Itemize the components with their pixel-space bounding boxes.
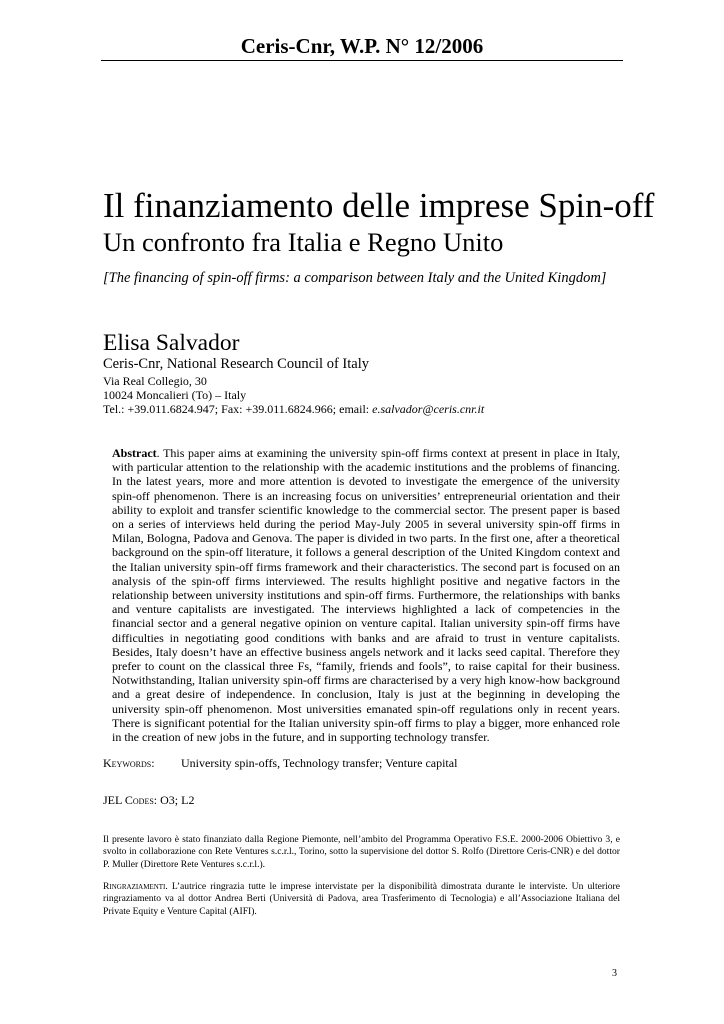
funding-note: Il presente lavoro è stato finanziato dalla Regione Piemonte, nell’ambito del Programma Operativo F.S.E. 2000-2006 Obiettivo 3, e svolto in collaborazione con Rete Ventures s.c.r.l., Torino, sotto la supervisione del dottor S. Rolfo (Direttore Ceris-CNR) e del dottor P. Muller (Direttore Rete Ventures s.c.r.l.).: [103, 834, 620, 870]
acknowledgements-text: L’autrice ringrazia tutte le imprese intervistate per la disponibilità dimostrata durante le interviste. Un ulteriore ringraziamento va al dottor Andrea Berti (Università di Padova, area Trasferimento di Tecnologia) e all’Associazione Italiana del Private Equity e Venture Capital (AIFI).: [103, 881, 620, 917]
address-street: Via Real Collegio, 30: [103, 374, 207, 388]
keywords-text: University spin-offs, Technology transfer; Venture capital: [181, 756, 458, 770]
acknowledgements: [103, 881, 620, 918]
keywords-label: Keywords:: [103, 756, 155, 770]
jel-text: O3; L2: [157, 793, 195, 807]
page-number: 3: [612, 968, 617, 979]
contact-phone-fax: Tel.: +39.011.6824.947; Fax: +39.011.6824.966; email:: [103, 402, 373, 416]
email-link[interactable]: e.salvador@ceris.cnr.it: [372, 402, 485, 416]
acknowledgements-label: Ringraziamenti.: [103, 881, 168, 892]
paper-subtitle: Un confronto fra Italia e Regno Unito: [103, 227, 504, 257]
address-city: 10024 Moncalieri (To) – Italy: [103, 388, 247, 402]
author-affiliation: Ceris-Cnr, National Research Council of Italy: [103, 356, 369, 372]
working-paper-header: Ceris-Cnr, W.P. N° 12/2006: [240, 34, 484, 58]
contact-line: [103, 402, 484, 417]
keywords: [103, 756, 457, 771]
abstract-label: Abstract: [112, 446, 157, 460]
paper-title: Il finanziamento delle imprese Spin-off: [103, 186, 655, 225]
abstract: [112, 446, 620, 744]
jel-label: JEL Codes:: [103, 793, 158, 807]
abstract-text: . This paper aims at examining the university spin-off firms context at present in place in Italy, with particular attention to the relationship with the academic institutions and the problems of financing. In the latest years, more and more attention is devoted to investigate the emergence of the university spin-off phenomenon. There is an increasing focus on universities’ entrepreneurial orientation and their ability to exploit and transfer scientific knowledge to the commercial sector. The present paper is based on a series of interviews held during the period May-July 2005 in several university spin-off firms in Milan, Bologna, Padova and Genova. The paper is divided in two parts. In the first one, after a theoretical background on the spin-off literature, it follows a general description of the United Kingdom context and the Italian university spin-off firms framework and their characteristics. The second part is focused on an analysis of the spin-off firms interviewed. The results highlight positive and negative factors in the relationship between university institutions and spin-off firms. Furthermore, the relationships with banks and venture capitalists are investigated. The interviews highlighted a lack of competencies in the financial sector and a general negative opinion on venture capital. Italian university spin-off firms have difficulties in negotiating good conditions with banks and are afraid to trust in venture capitalists. Besides, Italy doesn’t have an effective business angels network and it lacks seed capital. Therefore they prefer to count on the classical three Fs, “family, friends and fools”, to raise capital for their business. Notwithstanding, Italian university spin-off firms are characterised by a very high know-how background and a great desire of independence. In conclusion, Italy is just at the beginning in developing the university spin-off phenomenon. Most universities emanated spin-off regulations only in recent years. There is significant potential for the Italian university spin-off firms to play a bigger, more enhanced role in the creation of new jobs in the future, and in supporting technology transfer.: [112, 446, 620, 745]
english-title: [The financing of spin-off firms: a comparison between Italy and the United Kingdom]: [103, 270, 607, 286]
header-rule: [101, 60, 623, 61]
jel-codes: [103, 793, 194, 808]
author-name: Elisa Salvador: [103, 330, 240, 356]
